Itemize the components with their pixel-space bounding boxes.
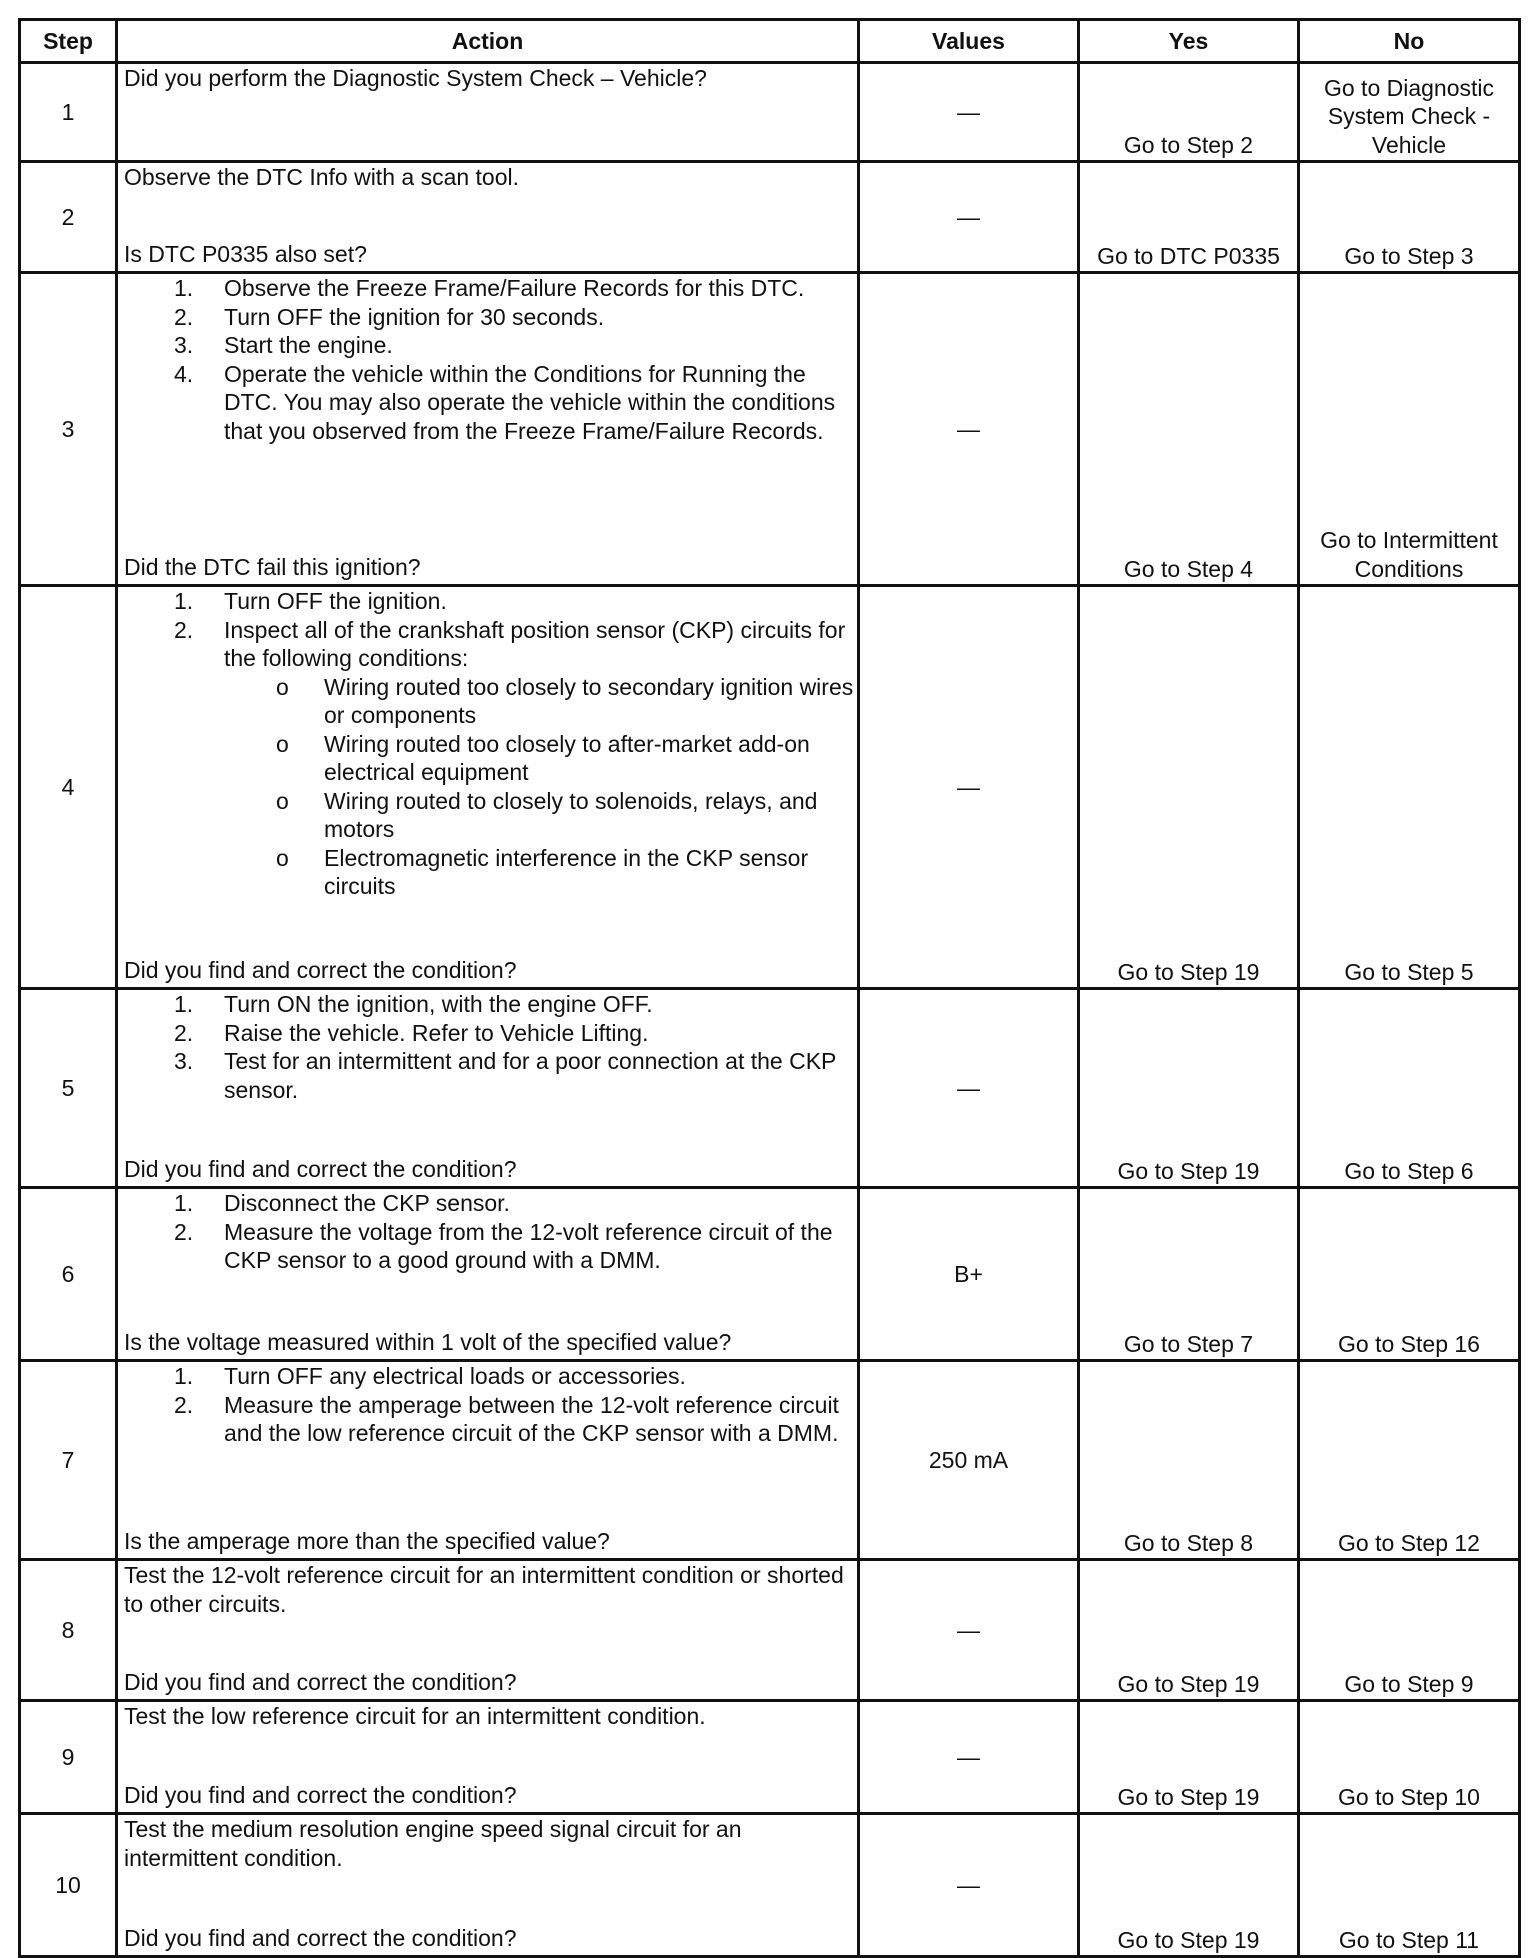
action-content (124, 1815, 855, 1952)
step-number: 7 (20, 1361, 117, 1560)
action-question: Did you find and correct the condition? (124, 1924, 517, 1951)
spec-value: — (859, 586, 1079, 989)
step-number: 2 (20, 162, 117, 273)
substep-text: Start the engine. (224, 332, 393, 358)
action-question: Is the amperage more than the specified value? (124, 1527, 610, 1554)
substep-list (124, 1189, 855, 1275)
action-cell (117, 1814, 859, 1957)
action-instructions (124, 274, 855, 445)
table-row (20, 1814, 1520, 1957)
table-row (20, 1560, 1520, 1701)
substep-text: Turn OFF the ignition for 30 seconds. (224, 303, 605, 330)
table-row (20, 989, 1520, 1188)
yes-outcome: Go to Step 19 (1079, 586, 1299, 989)
action-content (124, 64, 855, 157)
step-number: 8 (20, 1560, 117, 1701)
action-question: Did the DTC fail this ignition? (124, 553, 421, 580)
table-body (20, 63, 1520, 1957)
no-outcome: Go to Step 3 (1299, 162, 1520, 273)
substep-text: Measure the voltage from the 12-volt reference circuit of the CKP sensor to a good ground with a DMM. (224, 1218, 833, 1273)
substep-item (124, 990, 855, 1019)
spec-value: — (859, 162, 1079, 273)
header-values: Values (859, 20, 1079, 63)
action-question: Did you find and correct the condition? (124, 956, 517, 983)
action-cell (117, 1361, 859, 1560)
action-intro: Test the low reference circuit for an intermittent condition. (124, 1703, 706, 1729)
substep-number: 2. (174, 1391, 194, 1418)
header-yes: Yes (1079, 20, 1299, 63)
spec-value: — (859, 1701, 1079, 1814)
substep-number: 3. (174, 332, 194, 358)
action-content (124, 1561, 855, 1696)
step-number: 1 (20, 63, 117, 162)
action-instructions (124, 1189, 855, 1275)
bullet-marker: o (276, 730, 289, 757)
header-row (20, 20, 1520, 63)
spec-value: — (859, 1814, 1079, 1957)
action-content (124, 990, 855, 1183)
no-outcome: Go to Step 10 (1299, 1701, 1520, 1814)
substep-text: Disconnect the CKP sensor. (224, 1190, 510, 1216)
no-outcome: Go to Intermittent Conditions (1299, 273, 1520, 586)
substep-text: Turn OFF the ignition. (224, 588, 447, 614)
spec-value: — (859, 273, 1079, 586)
spec-value: 250 mA (859, 1361, 1079, 1560)
substep-text: Inspect all of the crankshaft position sensor (CKP) circuits for the following conditions: (224, 616, 846, 671)
yes-outcome: Go to Step 4 (1079, 273, 1299, 586)
action-intro: Test the medium resolution engine speed signal circuit for an intermittent condition. (124, 1816, 742, 1871)
substep-number: 2. (174, 616, 194, 643)
step-number: 6 (20, 1188, 117, 1361)
substep-item (124, 1362, 855, 1391)
action-instructions (124, 163, 855, 192)
substep-item (124, 1218, 855, 1275)
no-outcome: Go to Step 16 (1299, 1188, 1520, 1361)
spec-value: — (859, 1560, 1079, 1701)
condition-text: Wiring routed too closely to secondary ignition wires or components (324, 673, 854, 728)
substep-item (124, 587, 855, 616)
action-instructions (124, 1702, 855, 1731)
action-instructions (124, 64, 855, 93)
action-instructions (124, 1362, 855, 1448)
action-cell (117, 1701, 859, 1814)
condition-item (224, 787, 855, 844)
substep-item (124, 1047, 855, 1104)
condition-item (224, 730, 855, 787)
header-no: No (1299, 20, 1520, 63)
action-cell (117, 63, 859, 162)
diagnostic-table (18, 18, 1521, 1958)
action-content (124, 587, 855, 984)
substep-number: 1. (174, 991, 194, 1017)
no-outcome: Go to Step 6 (1299, 989, 1520, 1188)
substep-text: Turn OFF any electrical loads or accessories. (224, 1363, 686, 1389)
action-cell (117, 273, 859, 586)
bullet-marker: o (276, 844, 289, 871)
substep-number: 3. (174, 1048, 194, 1074)
table-row (20, 1361, 1520, 1560)
substep-item (124, 1189, 855, 1218)
step-number: 9 (20, 1701, 117, 1814)
bullet-marker: o (276, 787, 289, 814)
substep-list (124, 587, 855, 901)
condition-text: Wiring routed to closely to solenoids, relays, and motors (324, 787, 818, 842)
action-question: Is DTC P0335 also set? (124, 240, 367, 267)
yes-outcome: Go to DTC P0335 (1079, 162, 1299, 273)
substep-number: 2. (174, 1019, 194, 1046)
condition-item (224, 673, 855, 730)
header-step: Step (20, 20, 117, 63)
substep-item (124, 274, 855, 303)
action-instructions (124, 990, 855, 1104)
spec-value: B+ (859, 1188, 1079, 1361)
action-cell (117, 586, 859, 989)
substep-text: Test for an intermittent and for a poor connection at the CKP sensor. (224, 1048, 836, 1103)
substep-item (124, 360, 855, 446)
no-outcome: Go to Step 12 (1299, 1361, 1520, 1560)
action-intro: Observe the DTC Info with a scan tool. (124, 164, 520, 190)
substep-text: Operate the vehicle within the Conditions for Running the DTC. You may also operate the vehicle within the conditions that you observed from the Freeze Frame/Failure Records. (224, 360, 836, 444)
table-row (20, 1188, 1520, 1361)
condition-item (224, 844, 855, 901)
action-question: Did you find and correct the condition? (124, 1668, 517, 1695)
step-number: 5 (20, 989, 117, 1188)
yes-outcome: Go to Step 2 (1079, 63, 1299, 162)
no-outcome: Go to Step 5 (1299, 586, 1520, 989)
substep-number: 1. (174, 275, 194, 301)
spec-value: — (859, 989, 1079, 1188)
action-cell (117, 1560, 859, 1701)
table-row (20, 162, 1520, 273)
action-question: Did you find and correct the condition? (124, 1155, 517, 1182)
substep-item (124, 616, 855, 901)
action-instructions (124, 587, 855, 901)
action-cell (117, 989, 859, 1188)
table-row (20, 1701, 1520, 1814)
action-content (124, 1362, 855, 1555)
substep-number: 1. (174, 588, 194, 614)
substep-text: Measure the amperage between the 12-volt reference circuit and the low reference circuit of the CKP sensor with a DMM. (224, 1391, 839, 1446)
table-row (20, 586, 1520, 989)
substep-item (124, 331, 855, 360)
substep-item (124, 303, 855, 332)
substep-number: 2. (174, 1218, 194, 1245)
yes-outcome: Go to Step 8 (1079, 1361, 1299, 1560)
table-row (20, 63, 1520, 162)
substep-item (124, 1391, 855, 1448)
action-question: Did you find and correct the condition? (124, 1781, 517, 1808)
substep-number: 2. (174, 303, 194, 330)
spec-value: — (859, 63, 1079, 162)
substep-text: Turn ON the ignition, with the engine OFF. (224, 991, 653, 1017)
action-cell (117, 1188, 859, 1361)
substep-list (124, 990, 855, 1104)
step-number: 10 (20, 1814, 117, 1957)
substep-number: 1. (174, 1363, 194, 1389)
yes-outcome: Go to Step 19 (1079, 1814, 1299, 1957)
substep-number: 1. (174, 1190, 194, 1216)
action-instructions (124, 1815, 855, 1872)
substep-list (124, 1362, 855, 1448)
action-intro: Test the 12-volt reference circuit for an intermittent condition or shorted to other circuits. (124, 1562, 844, 1617)
yes-outcome: Go to Step 19 (1079, 1701, 1299, 1814)
substep-item (124, 1019, 855, 1048)
step-number: 4 (20, 586, 117, 989)
action-content (124, 274, 855, 581)
yes-outcome: Go to Step 19 (1079, 1560, 1299, 1701)
action-content (124, 1702, 855, 1809)
condition-text: Electromagnetic interference in the CKP sensor circuits (324, 844, 809, 899)
substep-number: 4. (174, 360, 194, 387)
condition-list (224, 673, 855, 901)
yes-outcome: Go to Step 19 (1079, 989, 1299, 1188)
substep-text: Raise the vehicle. Refer to Vehicle Lifting. (224, 1019, 649, 1046)
substep-list (124, 274, 855, 445)
no-outcome: Go to Diagnostic System Check - Vehicle (1299, 63, 1520, 162)
action-content (124, 1189, 855, 1356)
no-outcome: Go to Step 11 (1299, 1814, 1520, 1957)
substep-text: Observe the Freeze Frame/Failure Records for this DTC. (224, 275, 805, 301)
step-number: 3 (20, 273, 117, 586)
no-outcome: Go to Step 9 (1299, 1560, 1520, 1701)
action-instructions (124, 1561, 855, 1618)
header-action: Action (117, 20, 859, 63)
table-row (20, 273, 1520, 586)
action-content (124, 163, 855, 268)
condition-text: Wiring routed too closely to after-market add-on electrical equipment (324, 730, 810, 785)
action-intro: Did you perform the Diagnostic System Check – Vehicle? (124, 65, 707, 91)
bullet-marker: o (276, 673, 289, 700)
yes-outcome: Go to Step 7 (1079, 1188, 1299, 1361)
action-question: Is the voltage measured within 1 volt of the specified value? (124, 1328, 732, 1355)
action-cell (117, 162, 859, 273)
